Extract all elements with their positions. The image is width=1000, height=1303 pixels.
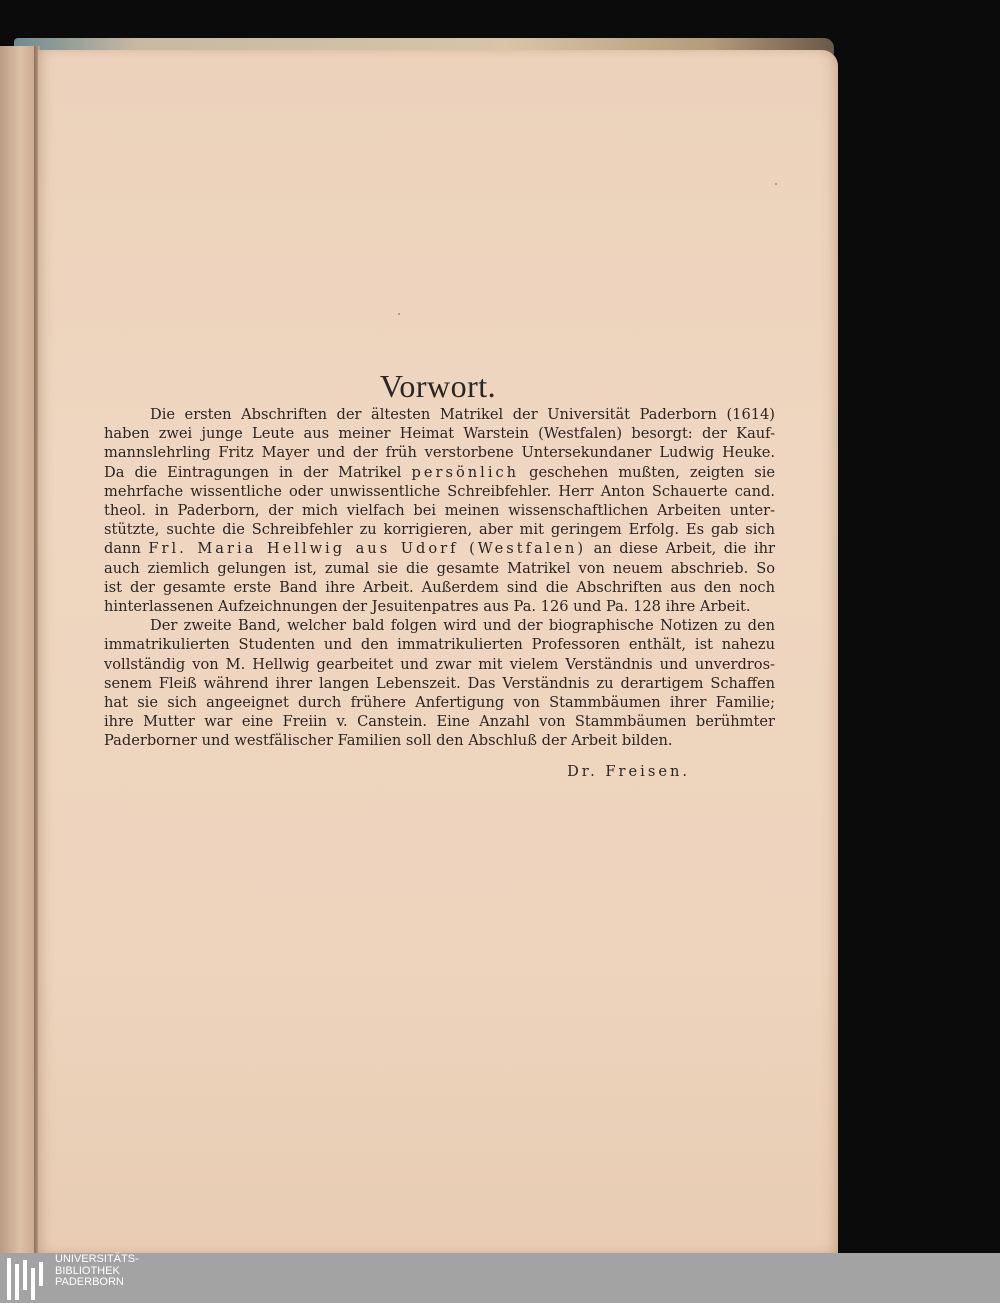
left-page-edge <box>0 46 36 1253</box>
text-line: ist der gesamte erste Band ihre Arbeit. Außerdem sind die Abschriften aus den noch <box>104 578 775 596</box>
library-logo-bars-icon <box>7 1258 51 1300</box>
text-line: vollständig von M. Hellwig gearbeitet und zwar mit vielem Verständnis und unverdros- <box>104 655 775 673</box>
text-line <box>104 539 775 558</box>
text-line: stützte, suchte die Schreibfehler zu korrigieren, aber mit geringem Erfolg. Es gab sich <box>104 521 775 539</box>
text-fragment: geschehen mußten, zeigten sie <box>519 463 775 481</box>
library-logo-text <box>55 1254 195 1289</box>
paper-speck <box>398 313 400 315</box>
book-page <box>38 50 838 1253</box>
logo-line: UNIVERSITÄTS- <box>55 1253 139 1265</box>
text-line: mannslehrling Fritz Mayer und der früh verstorbene Untersekundaner Ludwig Heuke. <box>104 444 775 462</box>
text-fragment: Da die Eintragungen in der Matrikel <box>104 463 412 481</box>
text-line: haben zwei junge Leute aus meiner Heimat Warstein (Westfalen) besorgt: der Kauf- <box>104 425 775 443</box>
text-fragment: dann <box>104 540 149 558</box>
paper-speck <box>775 183 777 185</box>
text-line: Die ersten Abschriften der ältesten Matrikel der Universität Paderborn (1614) <box>150 406 775 423</box>
text-line: mehrfache wissentliche oder unwissentliche Schreibfehler. Herr Anton Schauerte cand. <box>104 482 775 500</box>
logo-line: PADERBORN <box>55 1276 124 1288</box>
text-line: auch ziemlich gelungen ist, zumal sie die gesamte Matrikel von neuem abschrieb. So <box>104 559 775 577</box>
text-fragment: an diese Arbeit, die ihr <box>586 540 776 558</box>
spaced-emphasis: persönlich <box>411 463 520 481</box>
text-line: theol. in Paderborn, der mich vielfach bei meinen wissenschaftlichen Arbeiten unter- <box>104 502 775 520</box>
text-line: immatrikulierten Studenten und den immatrikulierten Professoren enthält, ist nahezu <box>104 636 775 654</box>
logo-line: BIBLIOTHEK <box>55 1264 120 1277</box>
text-line: ihre Mutter war eine Freiin v. Canstein. Eine Anzahl von Stammbäumen berühmter <box>104 713 775 731</box>
text-line: Der zweite Band, welcher bald folgen wird und der biographische Notizen zu den <box>150 617 775 635</box>
text-line: hat sie sich angeeignet durch frühere Anfertigung von Stammbäumen ihrer Familie; <box>104 694 775 712</box>
text-line: Paderborner und westfälischer Familien soll den Abschluß der Arbeit bilden. <box>104 732 673 750</box>
spaced-emphasis: Frl. Maria Hellwig aus Udorf (Westfalen) <box>148 540 587 558</box>
text-line: senem Fleiß während ihrer langen Lebenszeit. Das Verständnis zu derartigem Schaffen <box>104 674 775 692</box>
signature: Dr. Freisen. <box>567 763 690 780</box>
paragraph-2 <box>104 616 775 750</box>
preface-text <box>104 405 775 751</box>
paragraph-1 <box>104 405 775 616</box>
page-title: Vorwort. <box>379 368 497 404</box>
text-line: hinterlassenen Aufzeichnungen der Jesuitenpatres aus Pa. 126 und Pa. 128 ihre Arbeit. <box>104 598 751 616</box>
text-line <box>104 463 775 482</box>
